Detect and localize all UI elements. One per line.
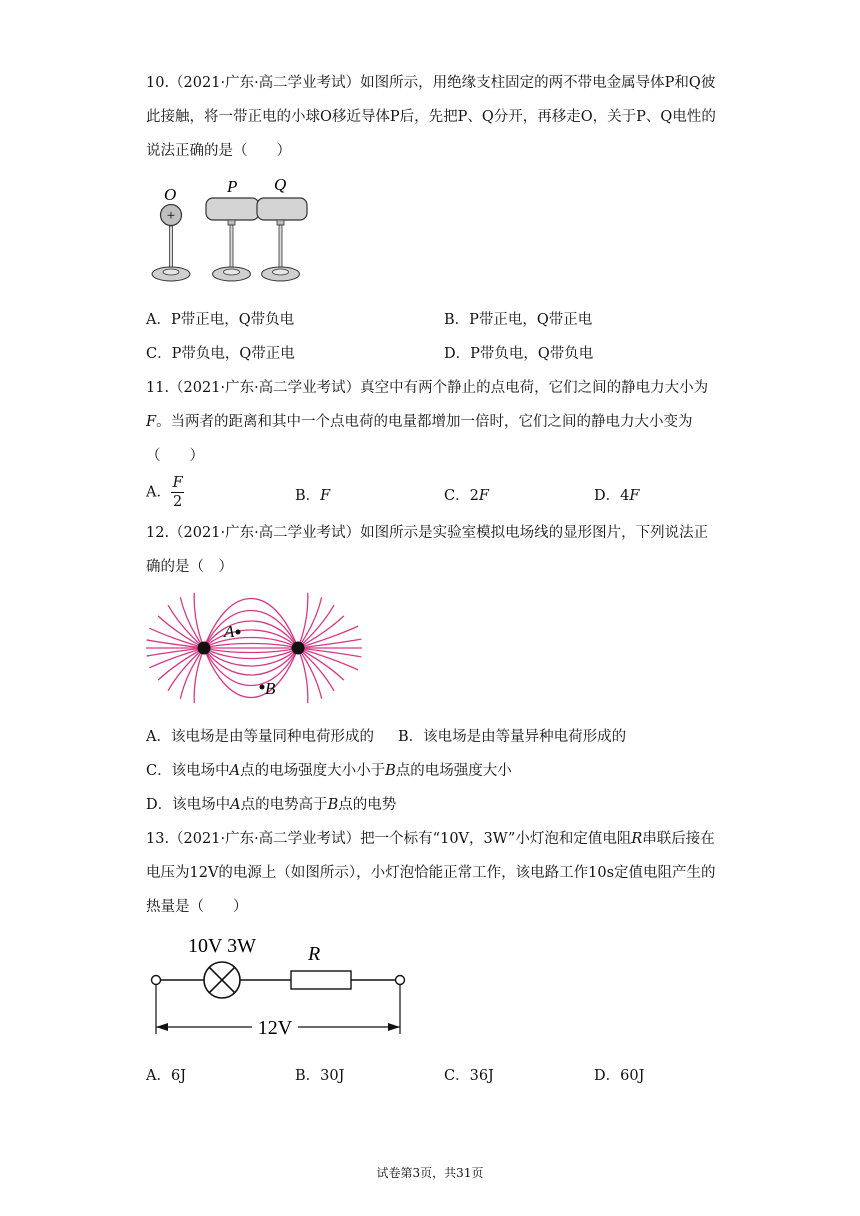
field-line xyxy=(204,638,298,649)
electric-field-figure xyxy=(146,588,366,708)
q11-option-c: C．2F xyxy=(444,488,489,504)
field-line xyxy=(147,640,204,648)
label-o: O xyxy=(164,185,177,204)
resistor-label: R xyxy=(308,943,321,965)
q13-option-b: B．30J xyxy=(295,1068,345,1084)
q11-option-a: A． $\frac{F}{2}$ xyxy=(146,475,183,510)
q11-option-d: D．4F xyxy=(594,488,640,504)
field-line xyxy=(204,599,298,649)
field-line xyxy=(298,648,361,657)
right-terminal xyxy=(396,976,405,985)
q13-option-d: D．60J xyxy=(594,1068,645,1084)
q12-option-a: A．该电场是由等量同种电荷形成的 xyxy=(146,729,374,745)
point-b xyxy=(260,685,265,690)
question-10-stem: 10.（2021·广东·高二学业考试）如图所示，用绝缘支柱固定的两不带电金属导体P和Q彼此接触，将一带正电的小球O移近导体P后，先把P、Q分开，再移走O，关于P、Q电性的说法正确的是（ ） xyxy=(146,75,716,159)
point-a-label: A xyxy=(224,622,235,641)
point-a xyxy=(236,630,241,635)
field-line xyxy=(147,648,204,656)
q13-option-a: A．6J xyxy=(146,1068,187,1084)
q12-option-b: B．该电场是由等量异种电荷形成的 xyxy=(398,729,627,745)
q12-option-c: C．该电场中A点的电场强度大小小于B点的电场强度大小 xyxy=(146,763,512,779)
conductor-p xyxy=(206,198,259,220)
field-line xyxy=(298,639,361,648)
plus-sign: + xyxy=(166,208,176,224)
voltage-label: 12V xyxy=(257,1017,293,1039)
left-terminal xyxy=(152,976,161,985)
q10-option-a: A．P带正电，Q带负电 xyxy=(146,312,295,328)
field-line xyxy=(204,648,298,659)
question-13-stem: 13.（2021·广东·高二学业考试）把一个标有“10V，3W”小灯泡和定值电阻R串联后接在电压为12V的电源上（如图所示），小灯泡恰能正常工作，该电路工作10s定值电阻产生的热量是（ ） xyxy=(146,831,716,915)
page-footer: 试卷第3页，共31页 xyxy=(376,1166,484,1180)
field-line xyxy=(204,644,298,649)
resistor-symbol xyxy=(291,971,351,989)
circuit-figure xyxy=(146,930,416,1042)
right-charge xyxy=(292,642,305,655)
q13-option-c: C．36J xyxy=(444,1068,494,1084)
question-11-stem: 11.（2021·广东·高二学业考试）真空中有两个静止的点电荷，它们之间的静电力大小为F。当两者的距离和其中一个点电荷的电量都增加一倍时，它们之间的静电力大小变为（ ） xyxy=(146,380,709,464)
field-line xyxy=(168,648,204,691)
q10-option-c: C．P带负电，Q带正电 xyxy=(146,346,295,362)
question-10-figure xyxy=(146,176,316,288)
q11-option-b: B．F xyxy=(295,488,331,504)
conductor-q xyxy=(257,198,307,220)
point-b-label: B xyxy=(265,679,276,698)
field-line xyxy=(204,648,298,698)
label-p: P xyxy=(227,177,238,196)
field-line xyxy=(168,605,204,648)
label-q: Q xyxy=(274,176,287,194)
q12-option-d: D．该电场中A点的电势高于B点的电势 xyxy=(146,797,397,813)
q10-option-b: B．P带正电，Q带正电 xyxy=(444,312,593,328)
left-charge xyxy=(198,642,211,655)
field-line xyxy=(298,648,334,691)
lamp-label: 10V 3W xyxy=(188,935,256,957)
field-line xyxy=(204,648,298,653)
question-12-stem: 12.（2021·广东·高二学业考试）如图所示是实验室模拟电场线的显形图片，下列说法正确的是（ ） xyxy=(146,525,709,575)
q10-option-d: D．P带负电，Q带负电 xyxy=(444,346,594,362)
field-line xyxy=(298,605,334,648)
